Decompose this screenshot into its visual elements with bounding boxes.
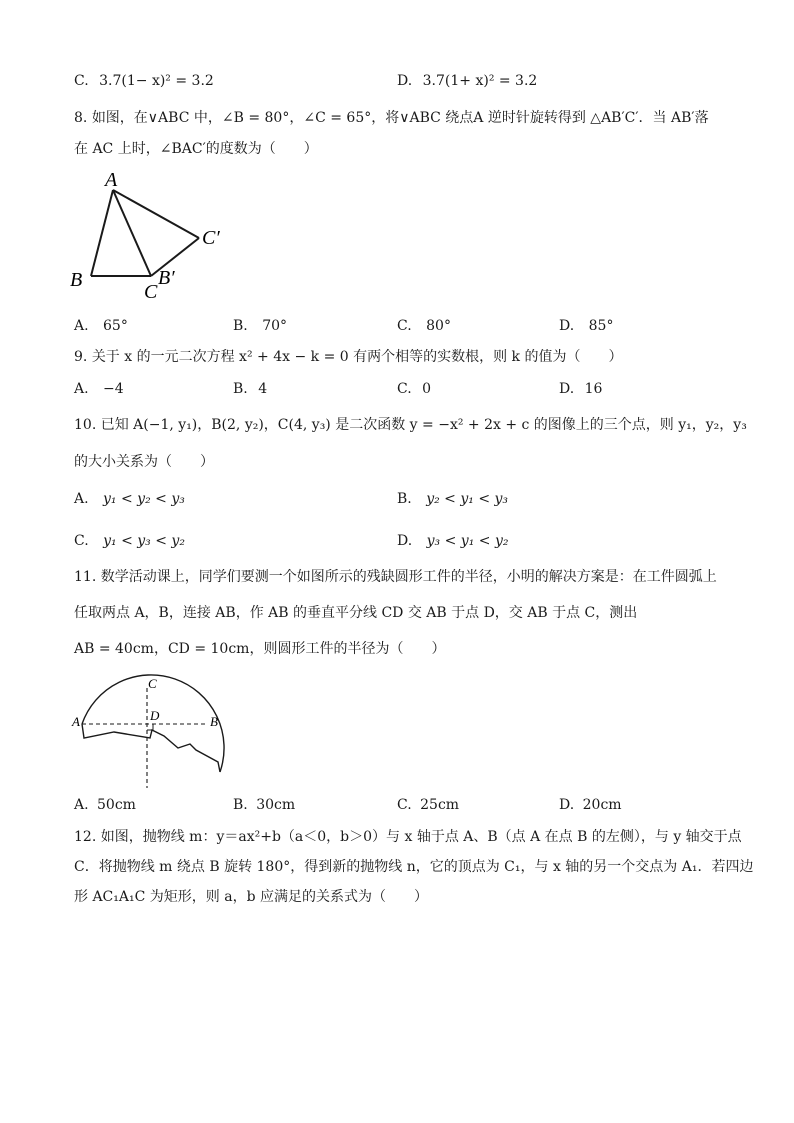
question-number: 12. [74, 829, 97, 845]
option-value: 16 [584, 381, 603, 397]
question-number: 8. [74, 110, 88, 126]
question-text: C．将抛物线 m 绕点 B 旋转 180°，得到新的抛物线 n，它的顶点为 C₁，与 x 轴的另一个交点为 A₁．若四边 [74, 859, 754, 875]
option-value: 80° [426, 318, 451, 334]
q8-stem-line1 [74, 108, 709, 128]
question-text: 如图，在∨ABC 中，∠B = 80°，∠C = 65°，将∨ABC 绕点A 逆时针旋转得到 △AB′C′．当 AB′落 [91, 110, 709, 126]
q9-option-b [233, 379, 267, 399]
broken-edge [82, 724, 220, 772]
option-label: C. [397, 797, 412, 813]
question-text: 已知 A(−1, y₁)，B(2, y₂)，C(4, y₃) 是二次函数 y = −x² + 2x + c 的图像上的三个点，则 y₁，y₂，y₃ [100, 417, 747, 433]
q7-option-c [74, 71, 214, 91]
option-label: D. [397, 73, 413, 89]
q8-option-a [74, 316, 128, 336]
label-a: A [105, 169, 118, 191]
question-text: AB = 40cm，CD = 10cm，则圆形工件的半径为（ ） [74, 641, 446, 657]
label-c-prime: C′ [202, 227, 220, 249]
label-d: D [150, 708, 160, 723]
q8-option-b [233, 316, 287, 336]
question-text: 的大小关系为（ ） [74, 454, 214, 470]
option-value: y₁ < y₃ < y₂ [103, 533, 185, 549]
option-value: −4 [103, 381, 124, 397]
question-text: 在 AC 上时，∠BAC′的度数为（ ） [74, 141, 318, 157]
option-label: C. [74, 533, 89, 549]
option-value: 30cm [256, 797, 296, 813]
option-label: B. [397, 491, 412, 507]
q9-stem [74, 347, 623, 367]
segment-ac1 [113, 190, 199, 238]
option-value: 4 [258, 381, 268, 397]
option-label: B. [233, 797, 248, 813]
option-value: y₃ < y₁ < y₂ [426, 533, 509, 549]
option-value: 20cm [582, 797, 622, 813]
q9-option-c [397, 379, 431, 399]
q11-arc-figure [70, 672, 235, 792]
label-b: B [70, 269, 83, 291]
option-value: 65° [103, 318, 128, 334]
option-label: A. [74, 381, 89, 397]
q9-option-d [559, 379, 602, 399]
option-value: y₁ < y₂ < y₃ [103, 491, 185, 507]
option-label: D. [397, 533, 413, 549]
option-value: 85° [588, 318, 614, 334]
q11-stem-line3 [74, 639, 445, 659]
q10-stem-line1 [74, 415, 747, 435]
question-text: 数学活动课上，同学们要测一个如图所示的残缺圆形工件的半径，小明的解决方案是：在工件圆弧上 [100, 569, 717, 585]
q12-stem-line2 [74, 857, 753, 877]
q11-option-d [559, 795, 622, 815]
q8-option-d [559, 316, 613, 336]
option-label: D. [559, 318, 575, 334]
option-label: B. [233, 381, 248, 397]
option-label: C. [397, 381, 412, 397]
q10-option-b [397, 489, 508, 509]
q8-triangle-figure [64, 166, 244, 303]
q12-stem-line3 [74, 887, 428, 907]
q11-option-a [74, 795, 136, 815]
q10-stem-line2 [74, 452, 214, 472]
q7-option-d [397, 71, 537, 91]
question-text: 形 AC₁A₁C 为矩形，则 a，b 应满足的关系式为（ ） [74, 889, 428, 905]
label-c: C [148, 676, 157, 691]
question-text: 任取两点 A，B，连接 AB，作 AB 的垂直平分线 CD 交 AB 于点 D，交 AB 于点 C，测出 [74, 605, 638, 621]
q10-option-d [397, 531, 508, 551]
label-c: C [144, 281, 158, 303]
q11-option-c [397, 795, 459, 815]
segment-ab [91, 190, 113, 276]
option-label: C. [74, 73, 89, 89]
q11-stem-line2 [74, 603, 637, 623]
label-b: B [210, 714, 218, 729]
option-value: 0 [422, 381, 432, 397]
option-value: 70° [262, 318, 288, 334]
label-b-prime: B′ [158, 267, 175, 289]
q8-stem-line2 [74, 139, 318, 159]
q8-option-c [397, 316, 451, 336]
option-label: A. [74, 491, 89, 507]
option-value: y₂ < y₁ < y₃ [426, 491, 509, 507]
q10-option-a [74, 489, 185, 509]
option-label: B. [233, 318, 248, 334]
q9-option-a [74, 379, 124, 399]
option-value: 25cm [420, 797, 460, 813]
question-text: 关于 x 的一元二次方程 x² + 4x − k = 0 有两个相等的实数根，则 k 的值为（ ） [91, 349, 623, 365]
option-label: D. [559, 797, 575, 813]
option-label: D. [559, 381, 575, 397]
question-number: 10. [74, 417, 97, 433]
option-value: 50cm [97, 797, 136, 813]
q10-option-c [74, 531, 185, 551]
q12-stem-line1 [74, 827, 742, 847]
segment-ac [113, 190, 151, 276]
option-expr: 3.7(1− x)² = 3.2 [99, 73, 214, 89]
question-text: 如图，抛物线 m：y＝ax²+b（a＜0，b＞0）与 x 轴于点 A、B（点 A 在点 B 的左侧），与 y 轴交于点 [100, 829, 742, 845]
right-angle-mark [147, 724, 153, 730]
question-number: 9. [74, 349, 88, 365]
question-number: 11. [74, 569, 97, 585]
option-label: C. [397, 318, 412, 334]
q11-option-b [233, 795, 295, 815]
label-a: A [72, 714, 80, 729]
option-label: A. [74, 318, 89, 334]
option-label: A. [74, 797, 89, 813]
option-expr: 3.7(1+ x)² = 3.2 [422, 73, 538, 89]
q11-stem-line1 [74, 567, 717, 587]
